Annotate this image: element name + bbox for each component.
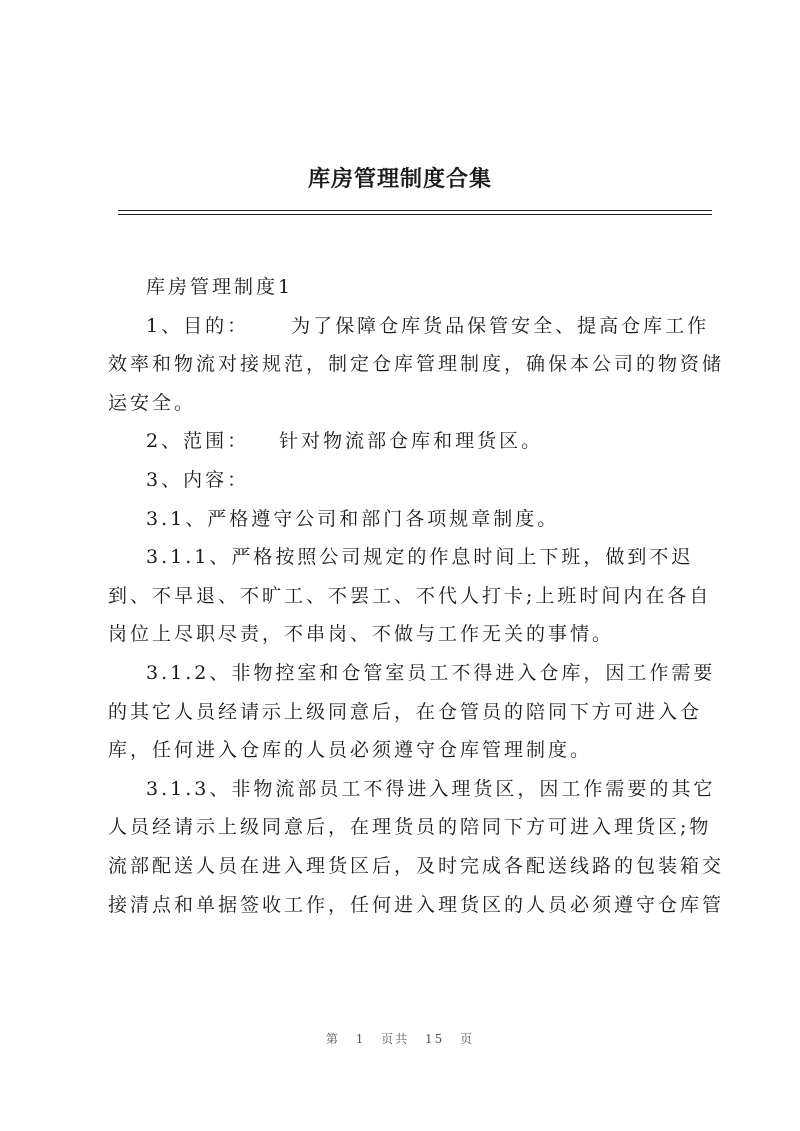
item-3-1-3-line-2: 人员经请示上级同意后，在理货员的陪同下方可进入理货区;物 [108, 816, 712, 839]
item-3-1: 3.1、严格遵守公司和部门各项规章制度。 [146, 507, 560, 530]
item-purpose [108, 307, 708, 346]
item-content: 3、内容： [146, 468, 250, 491]
item-scope [108, 422, 708, 461]
item-3-1-3-line-1: 3.1.3、非物流部员工不得进入理货区，因工作需要的其它 [146, 777, 716, 800]
page-footer [0, 1030, 800, 1047]
item-3-1-1-line-1: 3.1.1、严格按照公司规定的作息时间上下班，做到不迟 [146, 546, 694, 569]
page-middle: 页共 [381, 1032, 410, 1046]
item-purpose-line-1: 为了保障仓库货品保管安全、提高仓库工作 [291, 314, 710, 337]
item-3-1-3-line-3: 流部配送人员在进入理货区后，及时完成各配送线路的包装箱交 [108, 854, 725, 877]
item-scope-label: 2、范围： [146, 430, 250, 453]
item-3-1-2-line-2: 的其它人员经请示上级同意后，在仓管员的陪同下方可进入仓 [108, 700, 703, 723]
document-title: 库房管理制度合集 [307, 166, 492, 192]
item-3-1-2-line-3: 库，任何进入仓库的人员必须遵守仓库管理制度。 [108, 739, 593, 762]
item-3-1-3-line-4: 接清点和单据签收工作，任何进入理货区的人员必须遵守仓库管 [108, 893, 725, 916]
page-total: 15 [425, 1032, 445, 1046]
section-heading: 库房管理制度1 [146, 276, 294, 298]
item-3-1-1-line-3: 岗位上尽职尽责，不串岗、不做与工作无关的事情。 [108, 623, 615, 646]
item-purpose-line-3: 运安全。 [108, 391, 197, 414]
page-prefix: 第 [325, 1032, 340, 1046]
title-rule-bottom [118, 214, 712, 215]
item-scope-text: 针对物流部仓库和理货区。 [279, 430, 544, 453]
item-purpose-line-2: 效率和物流对接规范，制定仓库管理制度，确保本公司的物资储 [108, 353, 725, 376]
item-purpose-label: 1、目的： [146, 314, 250, 337]
document-body [108, 268, 725, 924]
page-suffix: 页 [460, 1032, 475, 1046]
item-3-1-1-line-2: 到、不早退、不旷工、不罢工、不代人打卡;上班时间内在各自 [108, 584, 712, 607]
page-number: 1 [355, 1032, 366, 1046]
title-rule-top [118, 210, 712, 211]
item-3-1-2-line-1: 3.1.2、非物控室和仓管室员工不得进入仓库，因工作需要 [146, 661, 716, 684]
